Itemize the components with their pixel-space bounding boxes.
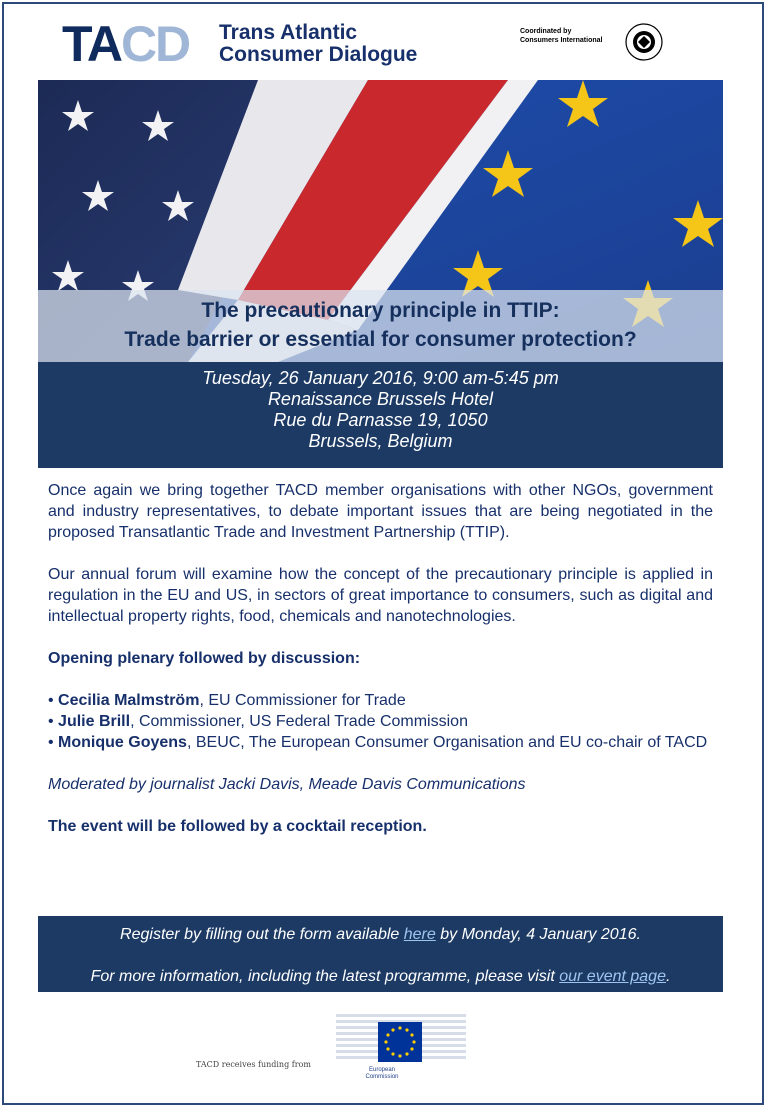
event-venue: Renaissance Brussels Hotel (267, 389, 494, 409)
speaker-item: • Monique Goyens, BEUC, The European Consumer Organisation and EU co-chair of TACD (48, 734, 708, 751)
speaker-role: , Commissioner, US Federal Trade Commission (130, 713, 468, 730)
consumers-international-seal-icon (624, 22, 664, 62)
title-line-1: The precautionary principle in TTIP: (201, 299, 560, 322)
event-datetime: Tuesday, 26 January 2016, 9:00 am-5:45 pm (202, 368, 559, 388)
speaker-name: Monique Goyens (58, 734, 187, 751)
speaker-role: , EU Commissioner for Trade (199, 692, 406, 709)
body-text (48, 480, 713, 837)
reception-line: The event will be followed by a cocktail reception. (48, 818, 427, 835)
plenary-heading: Opening plenary followed by discussion: (48, 650, 361, 667)
brand-name (219, 22, 417, 66)
title-line-2: Trade barrier or essential for consumer protection? (124, 328, 637, 351)
intro-paragraph: Once again we bring together TACD member organisations with other NGOs, government and industry representatives, to debate important issues that are being negotiated in the proposed Transatlantic Trade and Investment Partnership (TTIP). (48, 482, 713, 541)
speaker-item: • Julie Brill, Commissioner, US Federal Trade Commission (48, 713, 468, 730)
coordinated-line-1: Coordinated by (520, 28, 572, 35)
funding-note: TACD receives funding from (196, 1060, 311, 1069)
brand-line-1: Trans Atlantic (219, 21, 358, 44)
registration-form-link[interactable]: here (403, 926, 436, 943)
speaker-item: • Cecilia Malmström, EU Commissioner for Trade (48, 692, 406, 709)
logo-part-1: TA (62, 16, 121, 72)
more-info-line: For more information, including the latest programme, please visit our event page. (90, 968, 671, 985)
logo-part-2: CD (120, 16, 190, 72)
header (62, 16, 722, 72)
event-details-band (38, 362, 723, 468)
event-page-link[interactable]: our event page (559, 968, 666, 985)
coordinated-line-2: Consumers International (520, 37, 603, 44)
tacd-logo (62, 16, 190, 72)
speaker-name: Julie Brill (58, 713, 131, 730)
title-band (38, 290, 723, 362)
forum-paragraph: Our annual forum will examine how the concept of the precautionary principle is applied in regulation in the EU and US, in sectors of great importance to consumers, such as digital and intellectual property rights, food, chemicals and nanotechnologies. (48, 566, 713, 625)
event-address: Rue du Parnasse 19, 1050 (273, 410, 488, 430)
speaker-name: Cecilia Malmström (58, 692, 200, 709)
coordinated-by (520, 27, 602, 45)
registration-line: Register by filling out the form available here by Monday, 4 January 2016. (120, 926, 641, 943)
brand-line-2: Consumer Dialogue (219, 43, 418, 66)
ec-label: European Commission (365, 1067, 399, 1080)
speaker-role: , BEUC, The European Consumer Organisation and EU co-chair of TACD (186, 734, 708, 751)
moderator-line: Moderated by journalist Jacki Davis, Meade Davis Communications (48, 776, 526, 793)
event-city: Brussels, Belgium (308, 431, 453, 451)
registration-band (38, 916, 723, 992)
